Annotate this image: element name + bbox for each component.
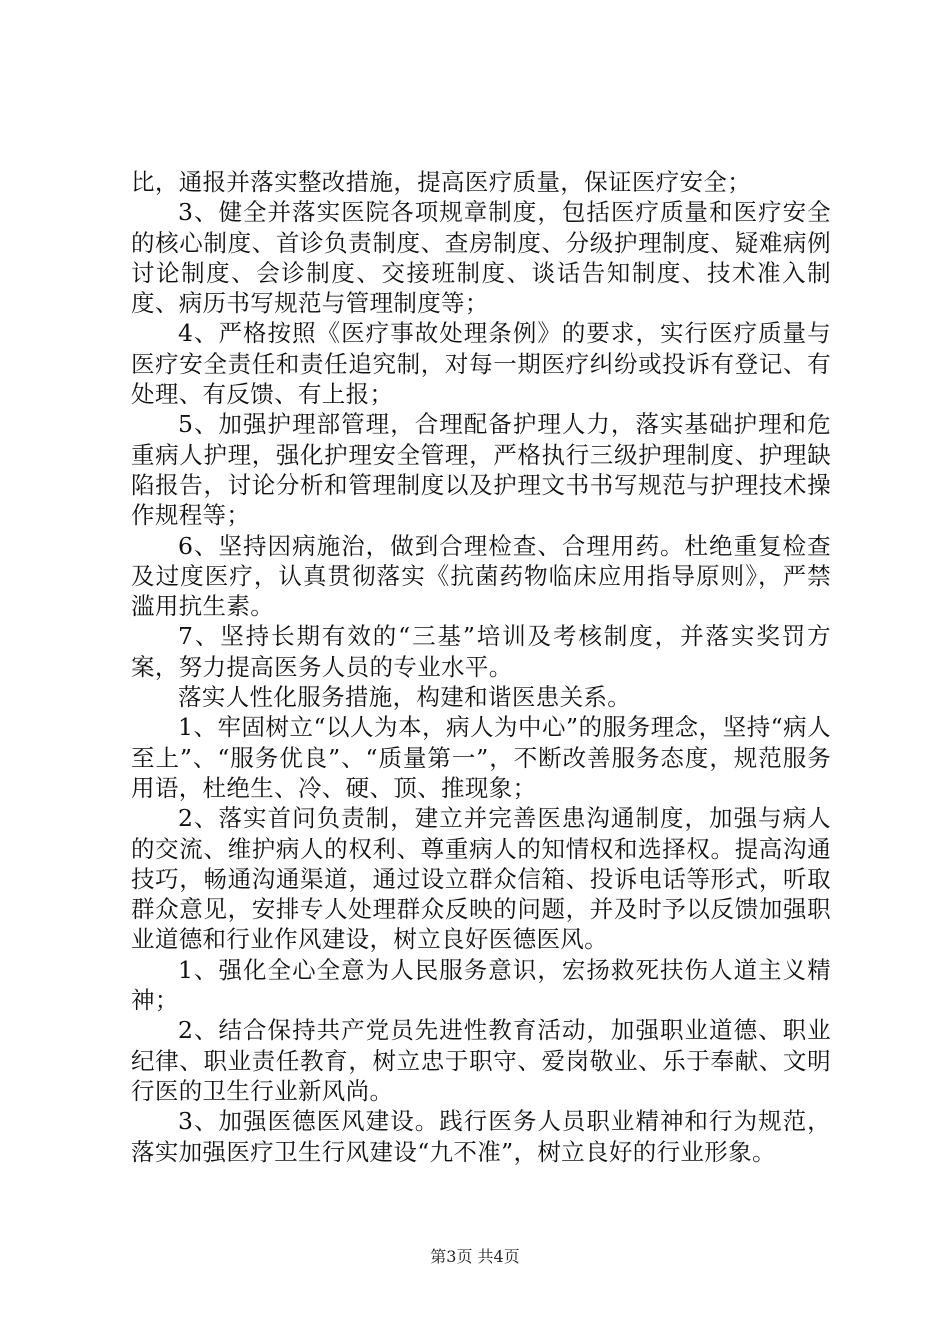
paragraph-7: 落实人性化服务措施，构建和谐医患关系。: [178, 683, 632, 712]
document-body: [131, 167, 831, 1167]
paragraph-8: 1、牢固树立“以人为本，病人为中心”的服务理念，坚持“病人至上”、“服务优良”、“质量第一”，不断改善服务态度，规范服务用语，杜绝生、冷、硬、顶、推现象；: [131, 713, 831, 802]
paragraph-2: 3、健全并落实医院各项规章制度，包括医疗质量和医疗安全的核心制度、首诊负责制度、查房制度、分级护理制度、疑难病例讨论制度、会诊制度、交接班制度、谈话告知制度、技术准入制度、病历书写规范与管理制度等；: [131, 198, 831, 318]
paragraph-11: 2、结合保持共产党员先进性教育活动，加强职业道德、职业纪律、职业责任教育，树立忠于职守、爱岗敬业、乐于奉献、文明行医的卫生行业新风尚。: [131, 1016, 831, 1105]
paragraph-10: 1、强化全心全意为人民服务意识，宏扬救死扶伤人道主义精神；: [131, 955, 831, 1015]
paragraph-1: 比，通报并落实整改措施，提高医疗质量，保证医疗安全；: [131, 168, 752, 196]
paragraph-3: 4、严格按照《医疗事故处理条例》的要求，实行医疗质量与医疗安全责任和责任追究制，对每一期医疗纠纷或投诉有登记、有处理、有反馈、有上报；: [131, 319, 831, 409]
paragraph-5: 6、坚持因病施治，做到合理检查、合理用药。杜绝重复检查及过度医疗，认真贯彻落实《抗菌药物临床应用指导原则》，严禁滥用抗生素。: [131, 531, 831, 621]
paragraph-9: 2、落实首问负责制，建立并完善医患沟通制度，加强与病人的交流、维护病人的权利、尊重病人的知情权和选择权。提高沟通技巧，畅通沟通渠道，通过设立群众信箱、投诉电话等形式，听取群众意见，安排专人处理群众反映的问题，并及时予以反馈加强职业道德和行业作风建设，树立良好医德医风。: [131, 804, 831, 954]
paragraph-6: 7、坚持长期有效的“三基”培训及考核制度，并落实奖罚方案，努力提高医务人员的专业水平。: [131, 622, 831, 681]
paragraph-4: 5、加强护理部管理，合理配备护理人力，落实基础护理和危重病人护理，强化护理安全管理，严格执行三级护理制度、护理缺陷报告，讨论分析和管理制度以及护理文书书写规范与护理技术操作规程等；: [131, 410, 831, 530]
paragraph-12: 3、加强医德医风建设。践行医务人员职业精神和行为规范，落实加强医疗卫生行风建设“九不准”，树立良好的行业形象。: [131, 1107, 831, 1166]
page-number-footer: 第3页 共4页: [430, 1247, 520, 1266]
